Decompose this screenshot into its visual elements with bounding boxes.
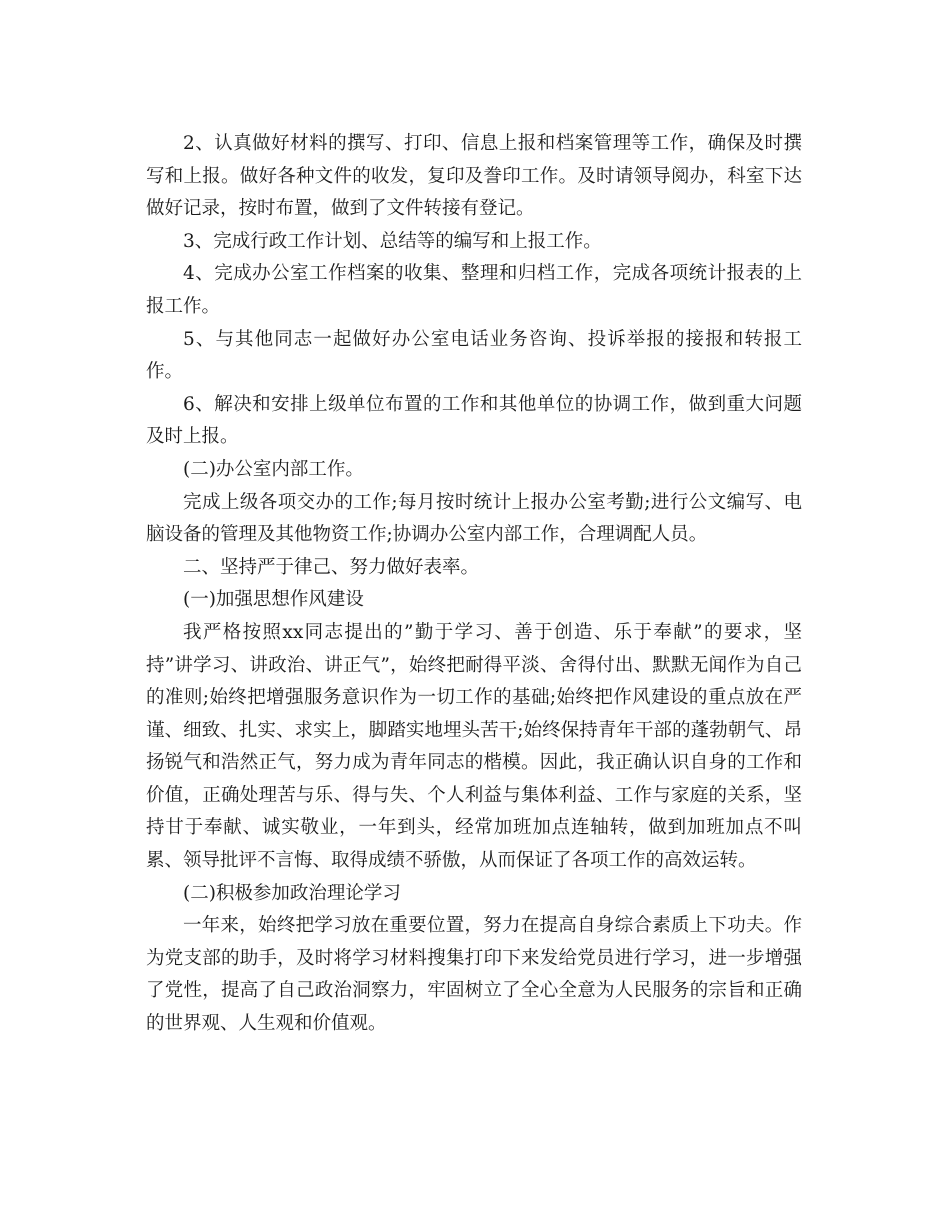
section-heading-office-internal: (二)办公室内部工作。 bbox=[183, 458, 364, 480]
subsection-heading-study: (二)积极参加政治理论学习 bbox=[183, 882, 401, 904]
paragraph-item-3: 3、完成行政工作计划、总结等的编写和上报工作。 bbox=[183, 230, 602, 252]
section-heading-discipline: 二、坚持严于律己、努力做好表率。 bbox=[183, 556, 480, 578]
paragraph-office-internal: 完成上级各项交办的工作;每月按时统计上报办公室考勤;进行公文编写、电脑设备的管理及其他物资工作;协调办公室内部工作，合理调配人员。 bbox=[146, 491, 802, 546]
paragraph-item-2: 2、认真做好材料的撰写、打印、信息上报和档案管理等工作，确保及时撰写和上报。做好各种文件的收发，复印及誊印工作。及时请领导阅办，科室下达做好记录，按时布置，做到了文件转接有登记。 bbox=[146, 133, 802, 220]
paragraph-study: 一年来，始终把学习放在重要位置，努力在提高自身综合素质上下功夫。作为党支部的助手，及时将学习材料搜集打印下来发给党员进行学习，进一步增强了党性，提高了自己政治洞察力，牢固树立了全心全意为人民服务的宗旨和正确的世界观、人生观和价值观。 bbox=[146, 915, 802, 1035]
subsection-heading-style: (一)加强思想作风建设 bbox=[183, 589, 364, 611]
paragraph-item-6: 6、解决和安排上级单位布置的工作和其他单位的协调工作，做到重大问题及时上报。 bbox=[146, 393, 802, 448]
document-body bbox=[146, 128, 802, 1041]
paragraph-item-5: 5、与其他同志一起做好办公室电话业务咨询、投诉举报的接报和转报工作。 bbox=[146, 328, 802, 383]
paragraph-item-4: 4、完成办公室工作档案的收集、整理和归档工作，完成各项统计报表的上报工作。 bbox=[146, 263, 802, 317]
paragraph-style: 我严格按照xx同志提出的”勤于学习、善于创造、乐于奉献”的要求，坚持”讲学习、讲政治、讲正气”，始终把耐得平淡、舍得付出、默默无闻作为自己的准则;始终把增强服务意识作为一切工作的基础;始终把作风建设的重点放在严谨、细致、扎实、求实上，脚踏实地埋头苦干;始终保持青年干部的蓬勃朝气、昂扬锐气和浩然正气，努力成为青年同志的楷模。因此，我正确认识自身的工作和价值，正确处理苦与乐、得与失、个人利益与集体利益、工作与家庭的关系，坚持甘于奉献、诚实敬业，一年到头，经常加班加点连轴转，做到加班加点不叫累、领导批评不言悔、取得成绩不骄傲，从而保证了各项工作的高效运转。 bbox=[146, 621, 802, 872]
